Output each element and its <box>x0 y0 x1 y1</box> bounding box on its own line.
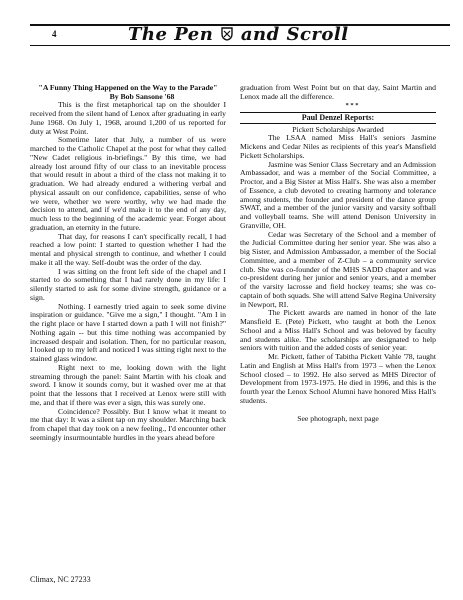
left-column <box>30 84 226 443</box>
separator-stars: * * * <box>345 101 359 109</box>
right-column <box>240 84 436 423</box>
article-continuation: graduation from West Point but on that day, Saint Martin and Lenox made all the difference. <box>240 83 436 101</box>
article-paragraph: Right next to me, looking down with the light streaming through the panel: Saint Martin with his cloak and sword. I know it sounds corny, but it washed over me at that point that the lessons that I received at Lenox were still with me, and that if there was ever a sign, this was surely one. <box>30 362 226 407</box>
article-paragraph: Sometime later that July, a number of us were marched to the Catholic Chapel at the post for what they called "New Cadet religious in-briefings." By this time, we had already lost around fifty of our class to an inevitable process that would result in about a third of the class not making it to graduation. We had already endured a withering verbal and physical assault on our confidence, capabilities, sense of who we were, whether we were worthy, why we had made the decision to attend, and if we'd make it to the end of any day, much less to the beginning of the academic year. Forget about graduation, an eternity in the future. <box>30 135 226 232</box>
article-paragraph: Coincidence? Possibly. But I know what it meant to me that day: It was a silent tap on my shoulder. Marching back from chapel that day took on a new feeling., I'd encounter other seemingly insurmountable hurdles in the years ahead before <box>30 406 226 442</box>
article-paragraph: Nothing. I earnestly tried again to seek some divine inspiration or guidance. "Give me a sign," I thought. "Am I in the right place or have I started down a path I will not finish?" Nothing again -- but this time nothing was accompanied by increased despair and isolation. Then, for no particular reason, I looked up to my left and noticed I was sitting right next to the stained glass window. <box>30 301 226 363</box>
footer-location: Climax, NC 27233 <box>30 575 91 584</box>
report-paragraph: Jasmine was Senior Class Secretary and an Admission Ambassador, and was a member of the Social Committee, a Proctor, and a Big Sister at Miss Hall's. She was also a member of Essence, a club devoted to creating harmony and tolerance among students, the founder and president of the dance group SWAT, and a member of the junior varsity and varsity softball and volleyball teams. She will attend Denison University in Granville, OH. <box>240 159 436 230</box>
article-paragraph: That day, for reasons I can't specifically recall, I had reached a low point: I started to question whether I had the mental and physical strength to continue, and whether I could make it all the way. Self-doubt was the order of the day. <box>30 231 226 267</box>
report-paragraph: Cedar was Secretary of the School and a member of the Judicial Committee during her senior year. She was also a big Sister, and Admission Ambassador, a member of the Social Committee, and a member of Z-Club – a community service club. She was co-founder of the MHS SADD chapter and was co-president during her junior and senior years, and a member of the varsity lacrosse and field hockey teams; she was co-captain of both squads. She will attend Salve Regina University in Newport, RI. <box>240 229 436 309</box>
crest-icon <box>220 27 234 41</box>
newsletter-title <box>128 24 448 45</box>
report-subtitle: Pickett Scholarships Awarded <box>292 124 384 134</box>
photo-note: See photograph, next page <box>297 413 379 423</box>
title-part-2: and Scroll <box>240 24 349 45</box>
article-paragraph: I was sitting on the front left side of the chapel and I started to do something that I had rarely done in my life: I silently started to ask for some divine strength, guidance or a sign. <box>30 266 226 302</box>
article-byline: By Bob Sansone '68 <box>109 91 175 101</box>
section-heading: Paul Denzel Reports: <box>240 112 436 124</box>
report-paragraph: The LSAA named Miss Hall's seniors Jasmine Mickens and Cedar Niles as recipients of this year's Mansfield Pickett Scholarships. <box>240 133 436 160</box>
masthead <box>30 24 450 56</box>
title-part-1: The Pen <box>128 24 214 45</box>
masthead-bottom-rule <box>30 45 450 46</box>
report-paragraph: Mr. Pickett, father of Tabitha Pickett Vahle '78, taught Latin and English at Miss Hall's from 1973 – when the Lenox School closed – to 1992. He also served as MHS Director of Development from 1973-1975. He died in 1996, and this is the fourth year the Lenox School Alumni have honored Miss Hall's students. <box>240 352 436 405</box>
page-number: 4 <box>52 29 57 39</box>
report-paragraph: The Pickett awards are named in honor of the late Mansfield E. (Pete) Pickett, who taught at both the Lenox School and a Miss Hall's School and was beloved by faculty and students alike. The scholarships are designated to help seniors with tuition and the added costs of senior year. <box>240 308 436 353</box>
article-title: "A Funny Thing Happened on the Way to the Parade" <box>38 83 218 92</box>
article-paragraph: This is the first metaphorical tap on the shoulder I received from the silent hand of Lenox after graduating in early June 1968. On July 1, 1968, around 1,200 of us reported for duty at West Point. <box>30 100 226 136</box>
